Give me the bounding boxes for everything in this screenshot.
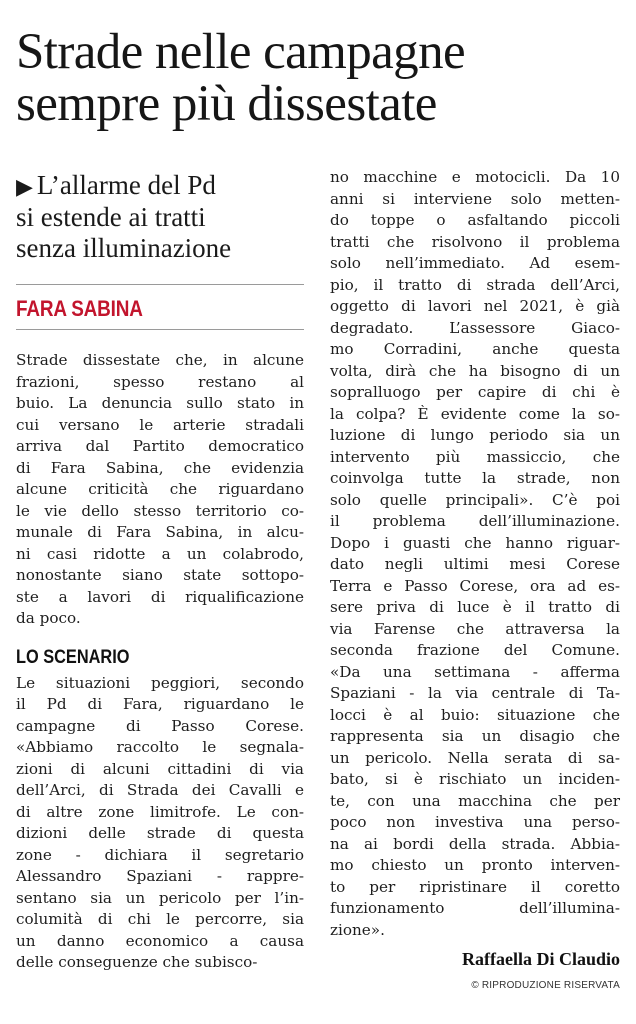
text-line: te, con una macchina che per [330, 791, 620, 810]
text-line: un pericolo. Nella serata di sa- [330, 748, 620, 767]
text-line: di altre zone limitrofe. Le con- [16, 802, 304, 821]
headline-line: sempre più dissestate [16, 76, 437, 132]
text-line: oggetto di lavori nel 2021, è già [330, 297, 620, 315]
text-line: solo nell’immediato. Ad esem- [330, 254, 620, 272]
text-line: anni si interviene solo metten- [330, 189, 620, 208]
text-line: Terra e Passo Corese, ora ad es- [330, 576, 620, 595]
subheadline-line: L’allarme del Pd [36, 170, 216, 200]
text-line: campagne di Passo Corese. [16, 716, 304, 735]
text-line: no macchine e motocicli. Da 10 [330, 168, 620, 186]
text-line: luzione di lungo periodo sia un [330, 426, 620, 444]
intro-paragraph [16, 350, 304, 630]
text-line: solo quelle principali». C’è poi [330, 490, 620, 509]
text-line: zione». [330, 920, 385, 939]
text-line: di Fara Sabina, che evidenzia [16, 458, 304, 477]
copyright-notice: © RIPRODUZIONE RISERVATA [471, 980, 620, 991]
text-line: munale di Fara Sabina, in alcu- [16, 523, 304, 541]
text-line: tratti che risolvono il problema [330, 232, 620, 251]
text-line: buio. La denuncia sullo stato in [16, 394, 304, 412]
text-line: la colpa? È evidente come la so- [330, 404, 620, 423]
text-line: seconda frazione del Comune. [330, 641, 620, 659]
text-line: il problema dell’illuminazione. [330, 512, 620, 530]
text-line: da poco. [16, 609, 81, 627]
text-line: alcune criticità che riguardano [16, 480, 304, 498]
text-line: il Pd di Fara, riguardano le [16, 695, 304, 713]
subheadline [16, 170, 304, 264]
text-line: sere priva di luce è il tratto di [330, 598, 620, 616]
right-column-text [330, 167, 620, 941]
left-column [16, 170, 304, 974]
text-line: arriva dal Partito democratico [16, 437, 304, 455]
text-line: volta, dirà che ha bisogno di un [330, 361, 620, 380]
section-heading: LO SCENARIO [16, 646, 130, 668]
text-line: dizioni delle strade di questa [16, 824, 304, 842]
text-line: dell’Arci, di Strada dei Cavalli e [16, 781, 304, 799]
text-line: zioni di alcuni cittadini di via [16, 759, 304, 778]
text-line: coinvolga tutte la strade, non [330, 469, 620, 487]
text-line: delle conseguenze che subisco- [16, 953, 258, 971]
text-line: ste a lavori di riqualificazione [16, 587, 304, 606]
text-line: Dopo i guasti che hanno riguar- [330, 533, 620, 552]
text-line: intervento più massiccio, che [330, 447, 620, 466]
text-line: rappresenta sia un disagio che [330, 727, 620, 745]
text-line: ni casi ridotte a un colabrodo, [16, 544, 304, 563]
text-line: do toppe o asfaltando piccoli [330, 211, 620, 229]
headline [16, 26, 626, 130]
divider [16, 329, 304, 330]
byline: Raffaella Di Claudio [461, 949, 620, 969]
text-line: pio, il tratto di strada dell’Arci, [330, 275, 620, 294]
text-line: poco non investiva una perso- [330, 813, 620, 831]
text-line: le vie dello stesso territorio co- [16, 501, 304, 520]
text-line: sentano sia un pericolo per l’in- [16, 888, 304, 907]
scenario-paragraph [16, 673, 304, 974]
text-line: Spaziani - la via centrale di Ta- [330, 684, 620, 702]
section-kicker: FARA SABINA [16, 296, 143, 321]
divider [16, 284, 304, 285]
text-line: via Farense che attraversa la [330, 619, 620, 638]
text-line: un danno economico a causa [16, 931, 304, 950]
text-line: bato, si è rischiato un inciden- [330, 770, 620, 788]
text-line: to per ripristinare il coretto [330, 877, 620, 896]
text-line: columità di chi le percorre, sia [16, 910, 304, 928]
text-line: locci è al buio: situazione che [330, 705, 620, 724]
play-triangle-icon: ▶ [16, 174, 33, 199]
text-line: funzionamento dell’illumina- [330, 899, 620, 917]
text-line: nonostante siano state sottopo- [16, 566, 304, 584]
text-line: Alessandro Spaziani - rappre- [16, 867, 304, 885]
subheadline-line: senza illuminazione [16, 233, 232, 263]
right-column [330, 170, 620, 991]
text-line: frazioni, spesso restano al [16, 372, 304, 391]
text-line: cui versano le arterie stradali [16, 415, 304, 434]
headline-line: Strade nelle campagne [16, 24, 466, 80]
subheadline-line: si estende ai tratti [16, 202, 206, 232]
text-line: «Da una settimana - afferma [330, 662, 620, 681]
text-line: dato negli ultimi mesi Corese [330, 555, 620, 573]
text-line: Strade dissestate che, in alcune [16, 351, 304, 369]
text-line: «Abbiamo raccolto le segnala- [16, 738, 304, 756]
text-line: degradato. L’assessore Giaco- [330, 318, 620, 337]
text-line: na ai bordi della strada. Abbia- [330, 834, 620, 853]
text-line: mo Corradini, anche questa [330, 340, 620, 358]
text-line: Le situazioni peggiori, secondo [16, 673, 304, 692]
text-line: mo chiesto un pronto interven- [330, 856, 620, 874]
text-line: zone - dichiara il segretario [16, 845, 304, 864]
text-line: sopralluogo per capire di chi è [330, 383, 620, 401]
